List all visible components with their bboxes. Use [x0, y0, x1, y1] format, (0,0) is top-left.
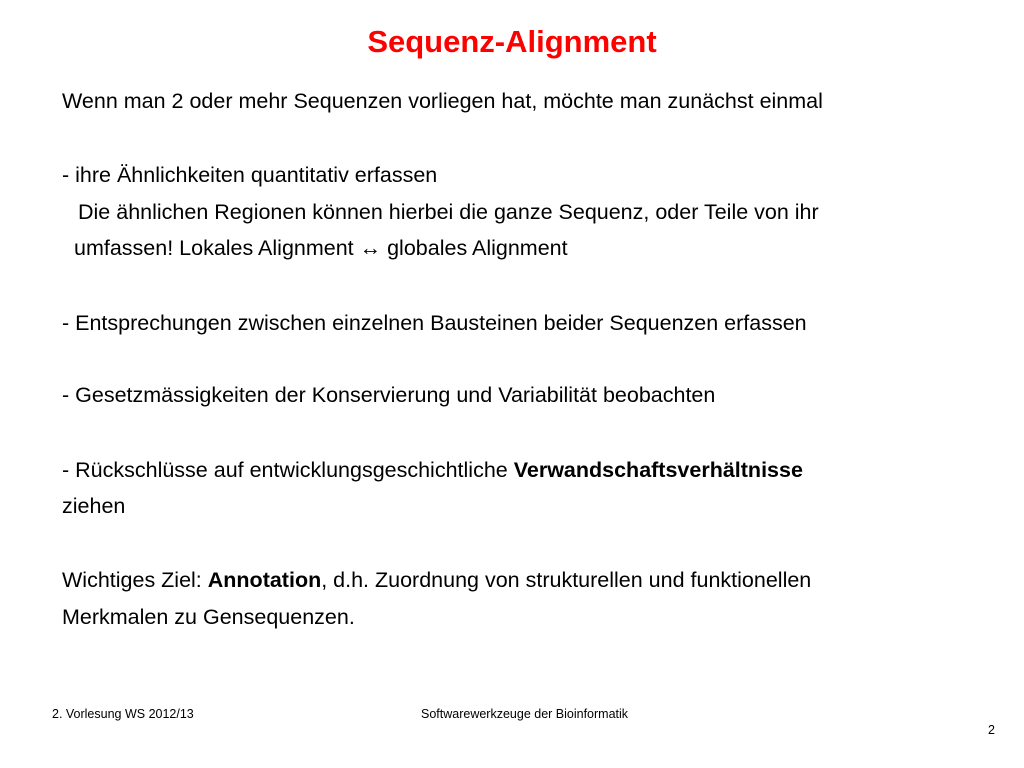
bullet-relationships-bold: Verwandschaftsverhältnisse [513, 458, 803, 482]
bullet-similarity-detail-1: Die ähnlichen Regionen können hierbei die ganze Sequenz, oder Teile von ihr [78, 200, 819, 224]
bullet-conservation: - Gesetzmässigkeiten der Konservierung und Variabilität beobachten [62, 383, 716, 407]
bullet-correspondences: - Entsprechungen zwischen einzelnen Bausteinen beider Sequenzen erfassen [62, 311, 807, 335]
footer-lecture: 2. Vorlesung WS 2012/13 [52, 707, 194, 721]
bullet-relationships-prefix: - Rückschlüsse auf entwicklungsgeschichtliche [62, 458, 514, 482]
goal-text [62, 565, 811, 595]
intro-text: Wenn man 2 oder mehr Sequenzen vorliegen hat, möchte man zunächst einmal [62, 89, 823, 113]
bullet-similarity: - ihre Ähnlichkeiten quantitativ erfassen [62, 163, 438, 187]
footer-course: Softwarewerkzeuge der Bioinformatik [421, 707, 629, 721]
page-number: 2 [988, 723, 995, 737]
goal-prefix: Wichtiges Ziel: [62, 568, 208, 592]
bullet-relationships-line-2: ziehen [62, 494, 126, 518]
goal-bold: Annotation [207, 568, 322, 592]
bullet-relationships [62, 455, 803, 485]
slide-title: Sequenz-Alignment [367, 24, 657, 59]
goal-suffix: , d.h. Zuordnung von strukturellen und funktionellen [321, 568, 812, 592]
goal-line-2: Merkmalen zu Gensequenzen. [62, 605, 355, 629]
bullet-similarity-detail-2: umfassen! Lokales Alignment ↔ globales Alignment [74, 236, 568, 260]
